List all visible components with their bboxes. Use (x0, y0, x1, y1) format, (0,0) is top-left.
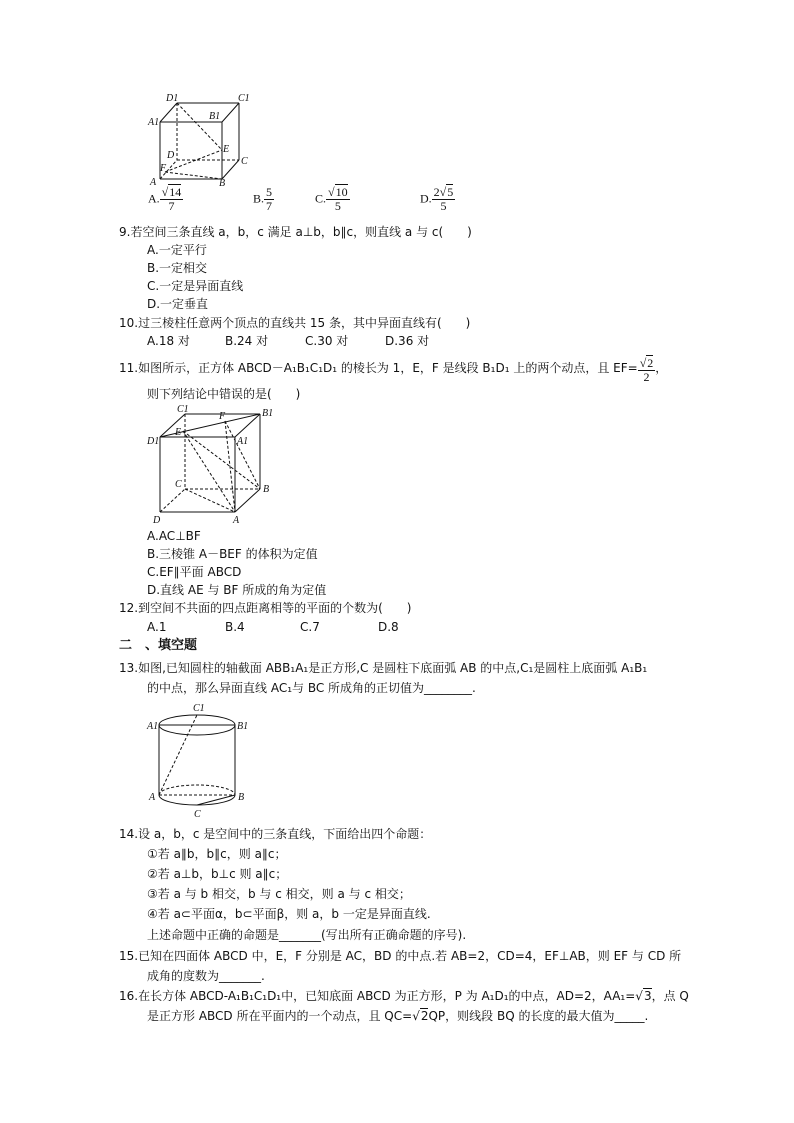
fig11-label: B1 (262, 408, 274, 419)
q10-option: D.36 对 (385, 334, 430, 348)
q11-option: C.EF∥平面 ABCD (147, 565, 242, 579)
q14-item: ①若 a∥b，b∥c，则 a∥c； (147, 847, 287, 861)
q12-option: A.1 (147, 620, 167, 634)
q11-option: A.AC⊥BF (147, 529, 201, 543)
q10-option: A.18 对 (147, 334, 190, 348)
q8-option-d: D. $\frac{2√5}{5}$ (420, 185, 454, 213)
fig8-label: A (150, 177, 157, 187)
q9-option: D.一定垂直 (147, 297, 209, 311)
q11-stem-line2: 则下列结论中错误的是( ) (147, 387, 301, 401)
fig13-label: B1 (237, 721, 249, 732)
q8-option-a: A. $\frac{√14}{7}$ (148, 185, 182, 213)
fig11-label: A (233, 515, 240, 526)
fig8-label: C (241, 156, 248, 167)
fig11-label: A1 (237, 436, 249, 447)
fig11-label: C (175, 479, 182, 490)
q12-option: C.7 (300, 620, 320, 634)
q14-stem: 14.设 a，b，c 是空间中的三条直线，下面给出四个命题： (119, 827, 432, 841)
q9-option: A.一定平行 (147, 243, 207, 257)
fig13-label: A1 (147, 721, 159, 732)
q11-option: D.直线 AE 与 BF 所成的角为定值 (147, 583, 327, 597)
q16-line2: 是正方形 ABCD 所在平面内的一个动点，且 QC=√2QP，则线段 BQ 的长度的最大值为_____. (147, 1009, 649, 1023)
q14-item: ②若 a⊥b，b⊥c 则 a∥c； (147, 867, 288, 881)
q16-line1: 16.在长方体 ABCD-A₁B₁C₁D₁中，已知底面 ABCD 为正方形，P 为 A₁D₁的中点，AD=2，AA₁=√3，点 Q (119, 989, 689, 1003)
fig11-label: B (263, 484, 270, 495)
q10-option: B.24 对 (225, 334, 269, 348)
fig8-label: B1 (209, 111, 221, 122)
q9-option: C.一定是异面直线 (147, 279, 244, 293)
section-title: 二 、填空题 (119, 638, 198, 653)
fig8-label: E (223, 144, 230, 155)
q12-option: B.4 (225, 620, 245, 634)
figure-q8-cube (145, 92, 255, 187)
fig13-label: B (238, 792, 245, 803)
q9-option: B.一定相交 (147, 261, 208, 275)
q11-stem-line1: 11.如图所示，正方体 ABCD－A₁B₁C₁D₁ 的棱长为 1，E，F 是线段 B₁D₁ 上的两个动点，且 EF= $\frac{√2}{2}$ ， (119, 356, 668, 384)
fig11-label: D (153, 515, 161, 526)
fig13-label: C (194, 809, 201, 820)
fig13-label: C1 (193, 703, 205, 714)
fig8-label: D1 (166, 93, 179, 104)
fig8-label: B (219, 178, 226, 187)
fig8-label: F (160, 163, 167, 174)
q8-option-c: C. $\frac{√10}{5}$ (315, 185, 348, 213)
fig11-label: D1 (147, 436, 160, 447)
fig13-label: A (149, 792, 156, 803)
q13-line1: 13.如图,已知圆柱的轴截面 ABB₁A₁是正方形,C 是圆柱下底面弧 AB 的中点,C₁是圆柱上底面弧 A₁B₁ (119, 661, 648, 675)
q9-stem: 9.若空间三条直线 a，b，c 满足 a⊥b，b∥c，则直线 a 与 c( ) (119, 225, 472, 239)
fig8-label: D (167, 150, 175, 161)
q8-option-b: B. $\frac{5}{7}$ (253, 185, 273, 213)
fig11-label: F (219, 411, 226, 422)
figure-q13-cylinder (145, 700, 255, 820)
q15-line2: 成角的度数为_______. (147, 969, 265, 983)
q14-item: ③若 a 与 b 相交，b 与 c 相交，则 a 与 c 相交； (147, 887, 411, 901)
q11-option: B.三棱锥 A－BEF 的体积为定值 (147, 547, 318, 561)
q13-line2: 的中点，那么异面直线 AC₁与 BC 所成角的正切值为________. (147, 681, 476, 695)
q14-item: ④若 a⊂平面α，b⊂平面β，则 a，b 一定是异面直线. (147, 907, 431, 921)
fig8-label: C1 (238, 93, 250, 104)
fig8-label: A1 (148, 117, 160, 128)
q14-tail: 上述命题中正确的命题是_______(写出所有正确命题的序号). (147, 928, 467, 942)
q15-line1: 15.已知在四面体 ABCD 中，E，F 分别是 AC，BD 的中点.若 AB=2，CD=4，EF⊥AB，则 EF 与 CD 所 (119, 949, 682, 963)
figure-q11-cube (145, 402, 280, 527)
fig11-label: C1 (177, 404, 189, 415)
q12-stem: 12.到空间不共面的四点距离相等的平面的个数为( ) (119, 601, 412, 615)
fig11-label: E (175, 427, 182, 438)
q12-option: D.8 (378, 620, 399, 634)
q10-option: C.30 对 (305, 334, 349, 348)
q10-stem: 10.过三棱柱任意两个顶点的直线共 15 条，其中异面直线有( ) (119, 316, 471, 330)
